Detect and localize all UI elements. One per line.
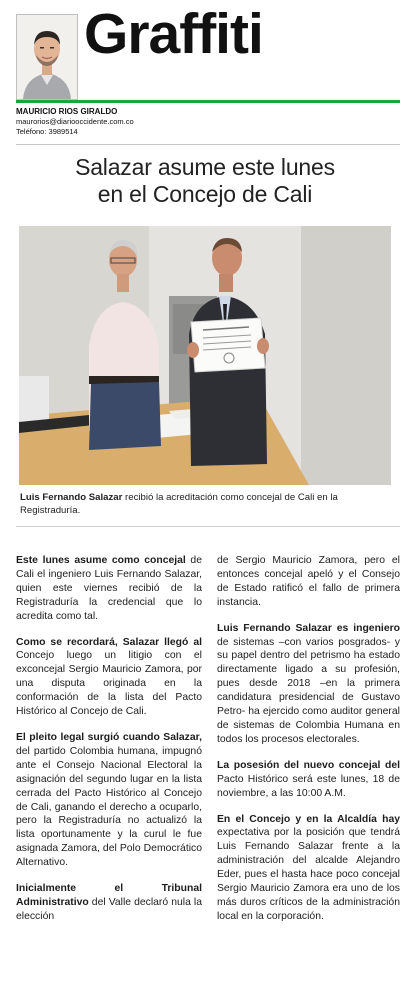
paragraph — [16, 882, 202, 924]
paragraph — [217, 813, 400, 924]
paragraph-lead: Luis Fernando Salazar es ingeniero — [217, 622, 400, 634]
paragraph-lead: La posesión del nuevo concejal del — [217, 759, 400, 771]
article-headline — [40, 154, 370, 208]
columnist-email: maurorios@diariooccidente.com.co — [16, 117, 134, 126]
body-column-right — [217, 554, 400, 936]
paragraph-text: expectativa por la posición que tendrá Luis Fernando Salazar frente a la administración del alcalde Alejandro Eder, pues el hasta hace poco concejal Sergio Mauricio Zamora era uno de los más duros críticos de la administración local en la corporación. — [217, 827, 400, 922]
paragraph-text: del Valle declaró nula la elección — [16, 896, 202, 922]
paragraph — [16, 731, 202, 870]
paragraph — [16, 636, 202, 719]
paragraph-lead: Inicialmente el Tribunal Administrativo — [16, 883, 202, 908]
paragraph-text: Pacto Histórico será este lunes, 18 de noviembre, a las 10:00 A.M. — [217, 773, 400, 799]
portrait-illustration — [17, 15, 77, 99]
body-column-left — [16, 554, 202, 936]
columnist-byline — [16, 107, 134, 137]
paragraph-text: del partido Colombia humana, impugnó ante el Consejo Nacional Electoral la asignación del segundo lugar en la lista cerrada del Pacto Histórico al Concejo de Cali, ganando el derecho a ocuparlo, pero la Registraduría no actualizó la lista oportunamente y la curul le fue asignada Zamora, del Polo Democrático Alternativo. — [16, 745, 202, 869]
columnist-portrait — [16, 14, 78, 100]
header-divider — [16, 144, 400, 145]
paragraph-lead: En el Concejo y en la Alcaldía hay — [217, 813, 400, 825]
paragraph — [16, 554, 202, 624]
paragraph-lead: El pleito legal surgió cuando Salazar, — [16, 731, 202, 743]
paragraph-text: de sistemas –con varios posgrados- y su papel dentro del petrismo ha estado directamente ligado a su profesión, pues desde 2018 –en la primera candidatura presidencial de Gustavo Petro- ha ejercido como auditor general de sistemas de Colombia Humana en todos los procesos electorales. — [217, 636, 400, 745]
paragraph — [217, 759, 400, 801]
photo-caption — [20, 492, 392, 517]
paragraph-text: de Cali el ingeniero Luis Fernando Salazar, quien este viernes recibió de la Registraduría la credencial que lo acredita como tal. — [16, 555, 202, 622]
paragraph-text: de Sergio Mauricio Zamora, pero el entonces concejal apeló y el Consejo de Estado ratificó el fallo de primera instancia. — [217, 555, 400, 608]
columnist-name: MAURICIO RIOS GIRALDO — [16, 107, 118, 116]
article-photo — [19, 226, 391, 485]
photo-illustration — [19, 226, 391, 485]
paragraph-text: Concejo luego un litigio con el exconcejal Sergio Mauricio Zamora, por una disputa originada en la conformación de la lista del Pacto Histórico al Concejo de Cali. — [16, 650, 202, 718]
paragraph-lead: Este lunes asume como concejal — [16, 555, 186, 566]
caption-divider — [16, 526, 400, 527]
caption-text: recibió la acreditación como concejal de Cali en la Registraduría. — [20, 492, 338, 516]
paragraph-lead: Como se recordará, Salazar llegó al — [16, 636, 202, 648]
columnist-phone: Teléfono: 3989514 — [16, 127, 78, 136]
masthead-rule — [16, 100, 400, 103]
headline-line-1: Salazar asume este lunes — [75, 154, 335, 180]
caption-name: Luis Fernando Salazar — [20, 492, 123, 503]
paragraph — [217, 554, 400, 610]
section-masthead: Graffiti — [84, 2, 263, 66]
paragraph — [217, 622, 400, 747]
headline-line-2: en el Concejo de Cali — [97, 181, 313, 207]
